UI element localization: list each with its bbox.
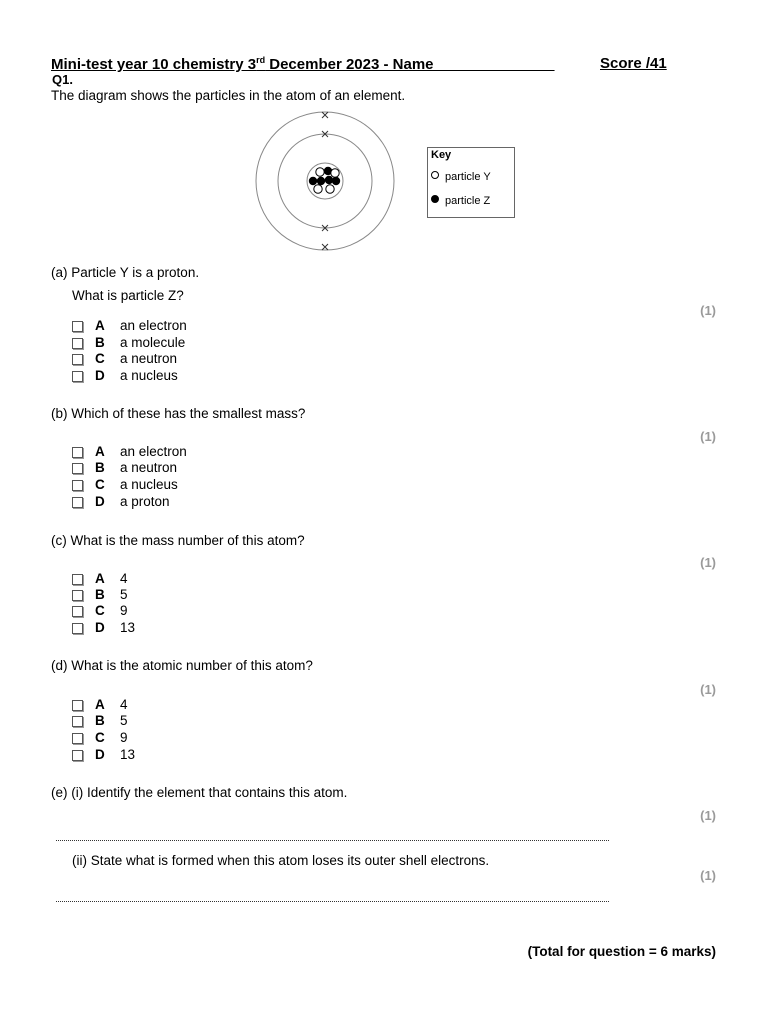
answer-line-e-i[interactable] [56, 840, 609, 841]
part-a-mark: (1) [700, 303, 716, 318]
checkbox[interactable] [72, 700, 83, 711]
part-b-prompt: (b) Which of these has the smallest mass? [51, 406, 306, 421]
part-d-mark: (1) [700, 682, 716, 697]
particle-y [326, 185, 334, 193]
question-number: Q1. [52, 72, 73, 87]
question-total: (Total for question = 6 marks) [527, 944, 716, 959]
part-e-ii-prompt: (ii) State what is formed when this atom loses its outer shell electrons. [72, 853, 490, 868]
question-intro: The diagram shows the particles in the atom of an element. [51, 88, 406, 103]
electron [322, 244, 328, 250]
particle-z [317, 177, 325, 185]
part-a-prompt: (a) Particle Y is a proton. [51, 265, 200, 280]
page-header [51, 55, 697, 75]
answer-line-e-ii[interactable] [56, 901, 609, 902]
checkbox[interactable] [72, 371, 83, 382]
checkbox[interactable] [72, 338, 83, 349]
atom-diagram [250, 108, 400, 253]
checkbox[interactable] [72, 447, 83, 458]
key-item-particle-y: particle Y [431, 171, 491, 183]
checkbox[interactable] [72, 716, 83, 727]
checkbox[interactable] [72, 606, 83, 617]
part-e-i-mark: (1) [700, 808, 716, 823]
part-e-i-prompt: (e) (i) Identify the element that contains this atom. [51, 785, 348, 800]
checkbox[interactable] [72, 750, 83, 761]
part-e-ii-mark: (1) [700, 868, 716, 883]
part-a-subprompt: What is particle Z? [72, 288, 184, 303]
checkbox[interactable] [72, 480, 83, 491]
part-d-options: A 4 B 5 C 9 D 13 [72, 697, 272, 765]
open-circle-icon [431, 171, 439, 179]
diagram-key [427, 147, 515, 218]
key-item-particle-z: particle Z [431, 195, 490, 207]
checkbox[interactable] [72, 354, 83, 365]
part-c-mark: (1) [700, 555, 716, 570]
part-c-options: A 4 B 5 C 9 D 13 [72, 571, 272, 639]
filled-circle-icon [431, 195, 439, 203]
key-title: Key [431, 149, 452, 161]
particle-y [331, 169, 339, 177]
part-b-mark: (1) [700, 429, 716, 444]
score-label: Score /41 [600, 55, 667, 72]
electron [322, 112, 328, 118]
particle-y [314, 185, 322, 193]
nucleus [309, 167, 340, 193]
part-a-options: A an electron B a molecule C a neutron D a nucleus [72, 318, 272, 386]
checkbox[interactable] [72, 623, 83, 634]
particle-y [316, 168, 324, 176]
checkbox[interactable] [72, 590, 83, 601]
part-c-prompt: (c) What is the mass number of this atom? [51, 533, 305, 548]
checkbox[interactable] [72, 574, 83, 585]
particle-z [309, 177, 317, 185]
checkbox[interactable] [72, 733, 83, 744]
checkbox[interactable] [72, 321, 83, 332]
checkbox[interactable] [72, 497, 83, 508]
part-d-prompt: (d) What is the atomic number of this atom? [51, 658, 313, 673]
part-b-options: A an electron B a neutron C a nucleus D a proton [72, 444, 272, 512]
test-title: Mini-test year 10 chemistry 3rd December 2023 - Name ______________ [51, 55, 555, 73]
particle-z [332, 177, 340, 185]
checkbox[interactable] [72, 463, 83, 474]
